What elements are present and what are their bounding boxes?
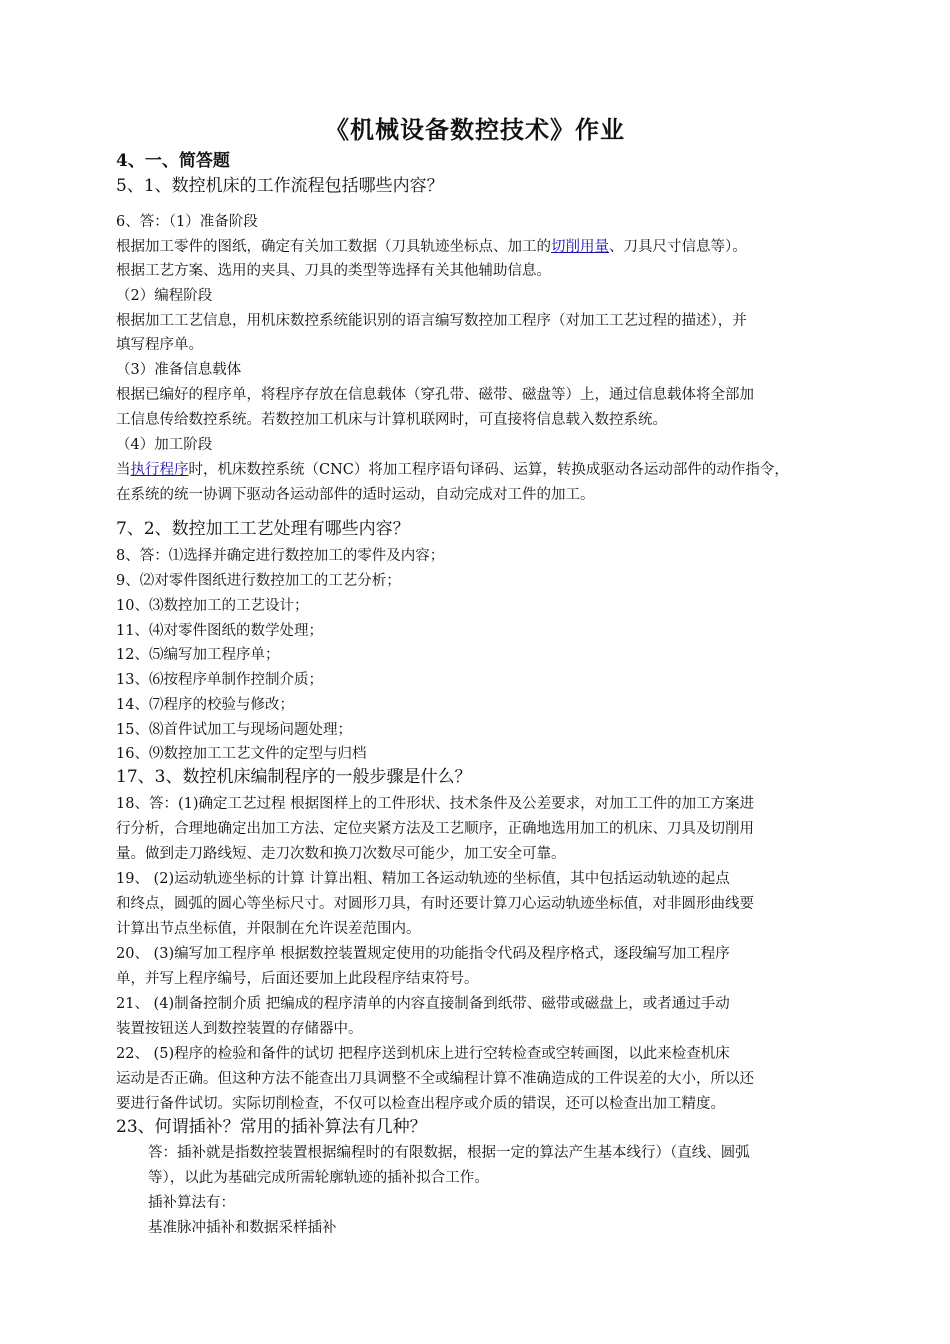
answer-3-line: 和终点，圆弧的圆心等坐标尺寸。对圆形刀具，有时还要计算刀心运动轨迹坐标值，对非圆形曲线要	[116, 896, 754, 912]
answer-3-line: 量。做到走刀路线短、走刀次数和换刀次数尽可能少，加工安全可靠。	[116, 846, 566, 862]
answer-3-line: 单，并写上程序编号，后面还要加上此段程序结束符号。	[116, 971, 479, 987]
answer-2-line: 8、答：⑴选择并确定进行数控加工的零件及内容；	[116, 548, 445, 564]
answer-1-text: 时，机床数控系统（CNC）将加工程序语句译码、运算，转换成驱动各运动部件的动作指令，	[188, 462, 789, 478]
answer-1-line: （4）加工阶段	[116, 437, 213, 453]
answer-2-line: 11、⑷对零件图纸的数学处理；	[116, 623, 323, 639]
question-4: 23、何谓插补？常用的插补算法有几种？	[116, 1117, 427, 1137]
answer-2-line: 10、⑶数控加工的工艺设计；	[116, 598, 309, 614]
answer-3-line: 20、 (3)编写加工程序单 根据数控装置规定使用的功能指令代码及程序格式，逐段编写加工程序	[116, 946, 730, 962]
answer-1-text: 根据加工零件的图纸，确定有关加工数据（刀具轨迹坐标点、加工的	[116, 239, 551, 255]
answer-3-line: 行分析，合理地确定出加工方法、定位夹紧方法及工艺顺序，正确地选用加工的机床、刀具及切削用	[116, 821, 754, 837]
execute-program-link[interactable]: 执行程序	[130, 462, 189, 478]
answer-1-line: 根据已编好的程序单，将程序存放在信息载体（穿孔带、磁带、磁盘等）上，通过信息载体将全部加	[116, 387, 754, 403]
answer-1-line: 6、答：（1）准备阶段	[116, 214, 258, 230]
answer-3-line: 计算出节点坐标值，并限制在允许误差范围内。	[116, 921, 421, 937]
answer-1-line: （2）编程阶段	[116, 288, 213, 304]
question-2: 7、2、数控加工工艺处理有哪些内容？	[116, 519, 410, 539]
answer-4-line: 基准脉冲插补和数据采样插补	[148, 1220, 337, 1236]
answer-1-text: 、刀具尺寸信息等）。	[609, 239, 747, 255]
answer-3-line: 21、 (4)制备控制介质 把编成的程序清单的内容直接制备到纸带、磁带或磁盘上，或者通过手动	[116, 996, 730, 1012]
answer-1-line: 根据工艺方案、选用的夹具、刀具的类型等选择有关其他辅助信息。	[116, 263, 551, 279]
answer-1-line: 根据加工工艺信息，用机床数控系统能识别的语言编写数控加工程序（对加工工艺过程的描述），并	[116, 313, 747, 329]
cutting-params-link[interactable]: 切削用量	[551, 239, 609, 255]
answer-1-line: 在系统的统一协调下驱动各运动部件的适时运动，自动完成对工件的加工。	[116, 487, 595, 503]
answer-2-line: 12、⑸编写加工程序单；	[116, 647, 280, 663]
answer-3-line: 22、 (5)程序的检验和备件的试切 把程序送到机床上进行空转检查或空转画图，以此来检查机床	[116, 1046, 730, 1062]
answer-1-line: 工信息传给数控系统。若数控加工机床与计算机联网时，可直接将信息载入数控系统。	[116, 412, 667, 428]
question-1: 5、1、数控机床的工作流程包括哪些内容？	[116, 176, 444, 196]
question-3: 17、3、数控机床编制程序的一般步骤是什么？	[116, 767, 472, 787]
answer-2-line: 16、⑼数控加工工艺文件的定型与归档	[116, 746, 367, 762]
answer-4-line: 等），以此为基础完成所需轮廓轨迹的插补拟合工作。	[148, 1170, 489, 1186]
answer-2-line: 14、⑺程序的校验与修改；	[116, 697, 294, 713]
answer-3-line: 18、答：(1)确定工艺过程 根据图样上的工件形状、技术条件及公差要求，对加工工件的加工方案进	[116, 796, 755, 812]
answer-3-line: 要进行备件试切。实际切削检查，不仅可以检查出程序或介质的错误，还可以检查出加工精度。	[116, 1096, 725, 1112]
answer-2-line: 9、⑵对零件图纸进行数控加工的工艺分析；	[116, 573, 401, 589]
answer-1-line	[116, 461, 789, 479]
answer-4-line: 插补算法有：	[148, 1195, 235, 1211]
answer-2-line: 13、⑹按程序单制作控制介质；	[116, 672, 323, 688]
answer-1-line: （3）准备信息载体	[116, 362, 242, 378]
answer-3-line: 运动是否正确。但这种方法不能查出刀具调整不全或编程计算不准确造成的工件误差的大小，所以还	[116, 1071, 754, 1087]
answer-4-line: 答：插补就是指数控装置根据编程时的有限数据，根据一定的算法产生基本线行）（直线、圆弧	[148, 1145, 750, 1161]
answer-1-text: 当	[116, 462, 131, 478]
answer-1-line: 填写程序单。	[116, 337, 203, 353]
answer-2-line: 15、⑻首件试加工与现场问题处理；	[116, 722, 352, 738]
answer-1-line	[116, 238, 747, 256]
section-heading: 4、一、简答题	[116, 151, 230, 171]
answer-3-line: 19、 (2)运动轨迹坐标的计算 计算出粗、精加工各运动轨迹的坐标值，其中包括运动轨迹的起点	[116, 871, 730, 887]
document-title: 《机械设备数控技术》作业	[325, 115, 625, 144]
answer-3-line: 装置按钮送人到数控装置的存储器中。	[116, 1021, 363, 1037]
